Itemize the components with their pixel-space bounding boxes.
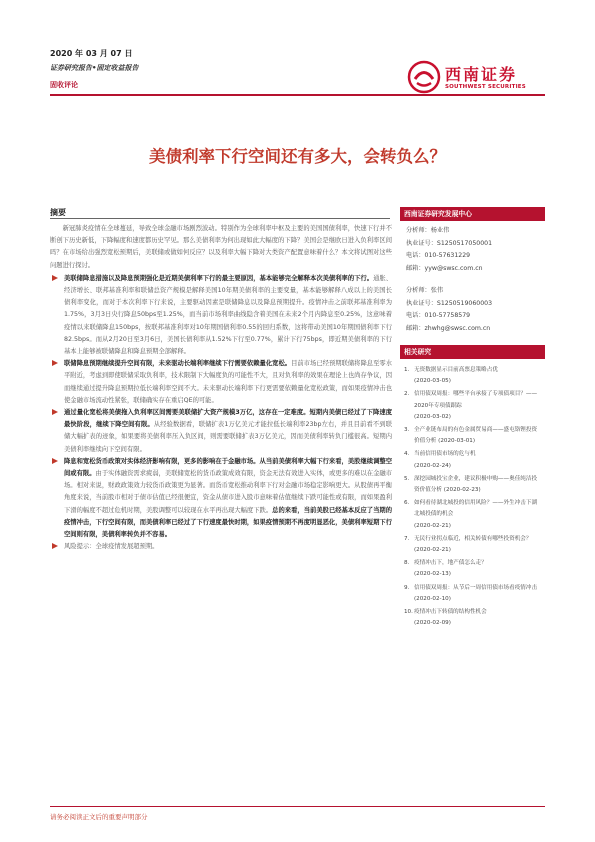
bullet-2-bold: 联储降息预期继续提升空间有限，未来驱动长端利率继续下行需要依赖量化宽松。 (64, 360, 292, 368)
bullet-4-bold: 降息和宽松货币政策对实体经济影响有限，更多的影响在于金融市场。从当前美债利率大幅下行来看，美股继续调整空间或有限。 (64, 457, 392, 478)
abstract-body (50, 223, 392, 553)
report-date: 2020 年 03 月 07 日 (50, 49, 133, 58)
page-title: 美债利率下行空间还有多大，会转负么？ (149, 147, 446, 166)
analyst-1-phone: 电话：010-57631229 (406, 252, 471, 259)
analyst-2-email[interactable]: 邮箱：zhwhg@swsc.com.cn (406, 324, 491, 332)
related-item[interactable]: 5. 深挖园城投宝企业，建议积极申购——奥佳纯洁投资价值分析 (2020-02-23) (404, 475, 538, 494)
report-series: 证券研究报告•固定收益报告 (50, 64, 139, 72)
related-research-header: 相关研究 (400, 345, 545, 359)
analyst-2-phone: 电话：010-57758579 (406, 312, 471, 319)
bullet-1-text: 通胀、经济增长、联邦基准利率和联储总资产规模是解释美国10年期美债利率的主要变量，基本能够解释八成以上的美国长债利率变化，而对于本次利率下行来说，主要驱动因素是联储降息以及降息预期提升。疫情冲击之前联邦基准利率为1.75%，3月3日央行降息50bps至1.25%，而当前市场利率曲线隐含着美国在未来2个月内降息至0.25%，这意味着疫情以来联储降息150bps，按联邦基准利率对10年期国债利率0.55的回归系数，这将带动美国10年期国债利率下行82.5bps。而从2月20日至3月6日，美国长债利率从1.52%下行至0.77%，累计下行75bps，即近期美债利率的下行基本上能够被联储降息和降息预期全部解释。 (64, 274, 393, 356)
bullet-arrow-icon (52, 458, 58, 464)
related-item[interactable]: 6. 如何看待湖北城投的信用风险？——外生冲击下湖北城投债的机会 (2020-02-21) (404, 500, 538, 529)
analyst-1-license: 执业证号：S1250517050001 (406, 239, 493, 247)
related-item[interactable]: 1. 无资数据显示目前高票息策略占优 (2020-03-05) (404, 367, 498, 385)
abstract-bullet-3 (50, 407, 392, 456)
abstract-divider (50, 218, 390, 219)
analyst-1-email[interactable]: 邮箱：yyw@swsc.com.cn (406, 264, 483, 272)
header-divider (50, 94, 545, 96)
related-item[interactable]: 3. 全产业链布局的有色金属贸易商——盛屯铬锂投资价值分析 (2020-03-01) (404, 427, 538, 445)
risk-warning (50, 541, 392, 553)
bullet-3-text: 从经验数据看，联储扩表1万亿美元才能拉低长端利率23bp左右，并且目前看不到联储大幅扩表的迹象，如果要将美债利率压入负区间，则需要联储扩表3万亿美元，因而美债利率转负门槛很高。短期内美债利率继续向下空间有限。 (64, 421, 392, 453)
bullet-arrow-icon (52, 360, 58, 366)
bullet-4-text: 由于实体融资需求疲弱，美联储宽松的货币政策成效有限，资金无法有效进入实体，或更多的难以在金融市场。相对来说，财政政策效力较货币政策更为显著。而货币宽松推动利率下行对金融市场稳定影响更大。从股债再平衡角度来说，当前股市相对于债市估值已经很便宜，资金从债市进入股市意味着估值继续下跌可能性或有限，而如果盈利下滑的幅度不超过危机时期，美股调整可以较现在水平再出现大幅度下跌。 (64, 470, 393, 514)
analyst-block (400, 221, 545, 335)
bullet-1-bold: 美联储降息措施以及降息预期强化是近期美债利率下行的最主要原因，基本能够完全解释本次美债利率的下行。 (64, 274, 374, 282)
bullet-arrow-icon (52, 275, 58, 281)
bullet-2-text: 目前市场已经预期联储将降息至零水平附近，考虑到即使联储采取负利率，技术限制下大幅度负的可能性不大，且对负利率的效果在理论上也尚存争议，因而继续通过提升降息预期拉低长端利率空间不大。未来驱动长端利率下行更需要依赖量化宽松政策，而如果疫情冲击也使金融市场流动性紧张，联储确实存在重启QE的可能。 (64, 360, 393, 404)
related-item[interactable]: 4. 当前信用债市场的危与机 (2020-02-24) (404, 451, 476, 469)
abstract-bullet-1 (50, 273, 392, 358)
logo-text-en: SOUTHWEST SECURITIES (445, 84, 526, 90)
related-item[interactable]: 8. 疫情冲击下，地产债怎么走？ (2020-02-13) (404, 560, 487, 578)
brand-mark-icon (407, 60, 441, 94)
report-category: 固收评论 (50, 81, 78, 89)
abstract-heading: 摘要 (50, 208, 66, 217)
related-item[interactable]: 2. 信用债双周报：哪些平台承接了专项债项目？——2020年专项债跟踪 (2020-03-02) (404, 391, 538, 420)
bullet-3-bold: 通过量化宽松将美债拖入负利率区间需要美联储扩大资产规模3万亿，这存在一定难度。短期内美债已经过了下降速度最快阶段，继续下降空间有限。 (64, 409, 392, 429)
related-item[interactable]: 9. 信用债双周报：从节后一周信用债市场看疫情冲击 (2020-02-10) (404, 584, 538, 602)
footer-divider (50, 806, 545, 807)
sidebar-dept-header: 西南证券研究发展中心 (400, 207, 545, 221)
bullet-arrow-icon (52, 543, 58, 549)
logo-text-cn: 西南证券 (445, 65, 518, 84)
related-item[interactable]: 7. 无民行业拐点临近，相关转债有哪些投资机会？ (2020-02-21) (404, 535, 532, 554)
related-research-list (400, 359, 545, 629)
analyst-2-license: 执业证号：S1250519060003 (406, 299, 493, 307)
sidebar (400, 207, 545, 631)
bullet-arrow-icon (52, 409, 58, 415)
abstract-bullet-2 (50, 358, 392, 407)
brand-logo (407, 60, 547, 94)
analyst-2-name: 分析师：张伟 (406, 287, 444, 294)
analyst-1-name: 分析师：杨业伟 (406, 227, 450, 234)
abstract-bullet-4 (50, 456, 392, 541)
related-item[interactable]: 10. 疫情冲击下转债的结构性机会 (2020-02-09) (404, 609, 487, 627)
risk-text: 风险提示：全球疫情发展超预期。 (64, 543, 159, 551)
footer-disclaimer: 请务必阅读正文后的重要声明部分 (50, 813, 148, 821)
bullet-4-bold-conclusion: 总的来看，当前美股已经基本反应了当期的疫情冲击，下行空间有限，而美债利率已经过了下行速度最快时期，如果疫情预期不再度明显恶化，美债利率短期下行空间则有限，美债利率转负并不容易。 (64, 506, 393, 539)
abstract-intro: 新冠肺炎疫情在全球蔓延，导致全球金融市场剧烈波动。特别作为全球利率中枢及主要的美国国债利率，快速下行并不断创下历史新低，下降幅度和速度都历史罕见。那么美债利率为何出现如此大幅度的下降？美国会是继欧日进入负利率区间吗？在市场给出强烈宽松预期后，美联储或做如何反应？以及利率大幅下降对大类资产配置意味着什么？本文将试图对这些问题进行探讨。 (50, 225, 392, 269)
